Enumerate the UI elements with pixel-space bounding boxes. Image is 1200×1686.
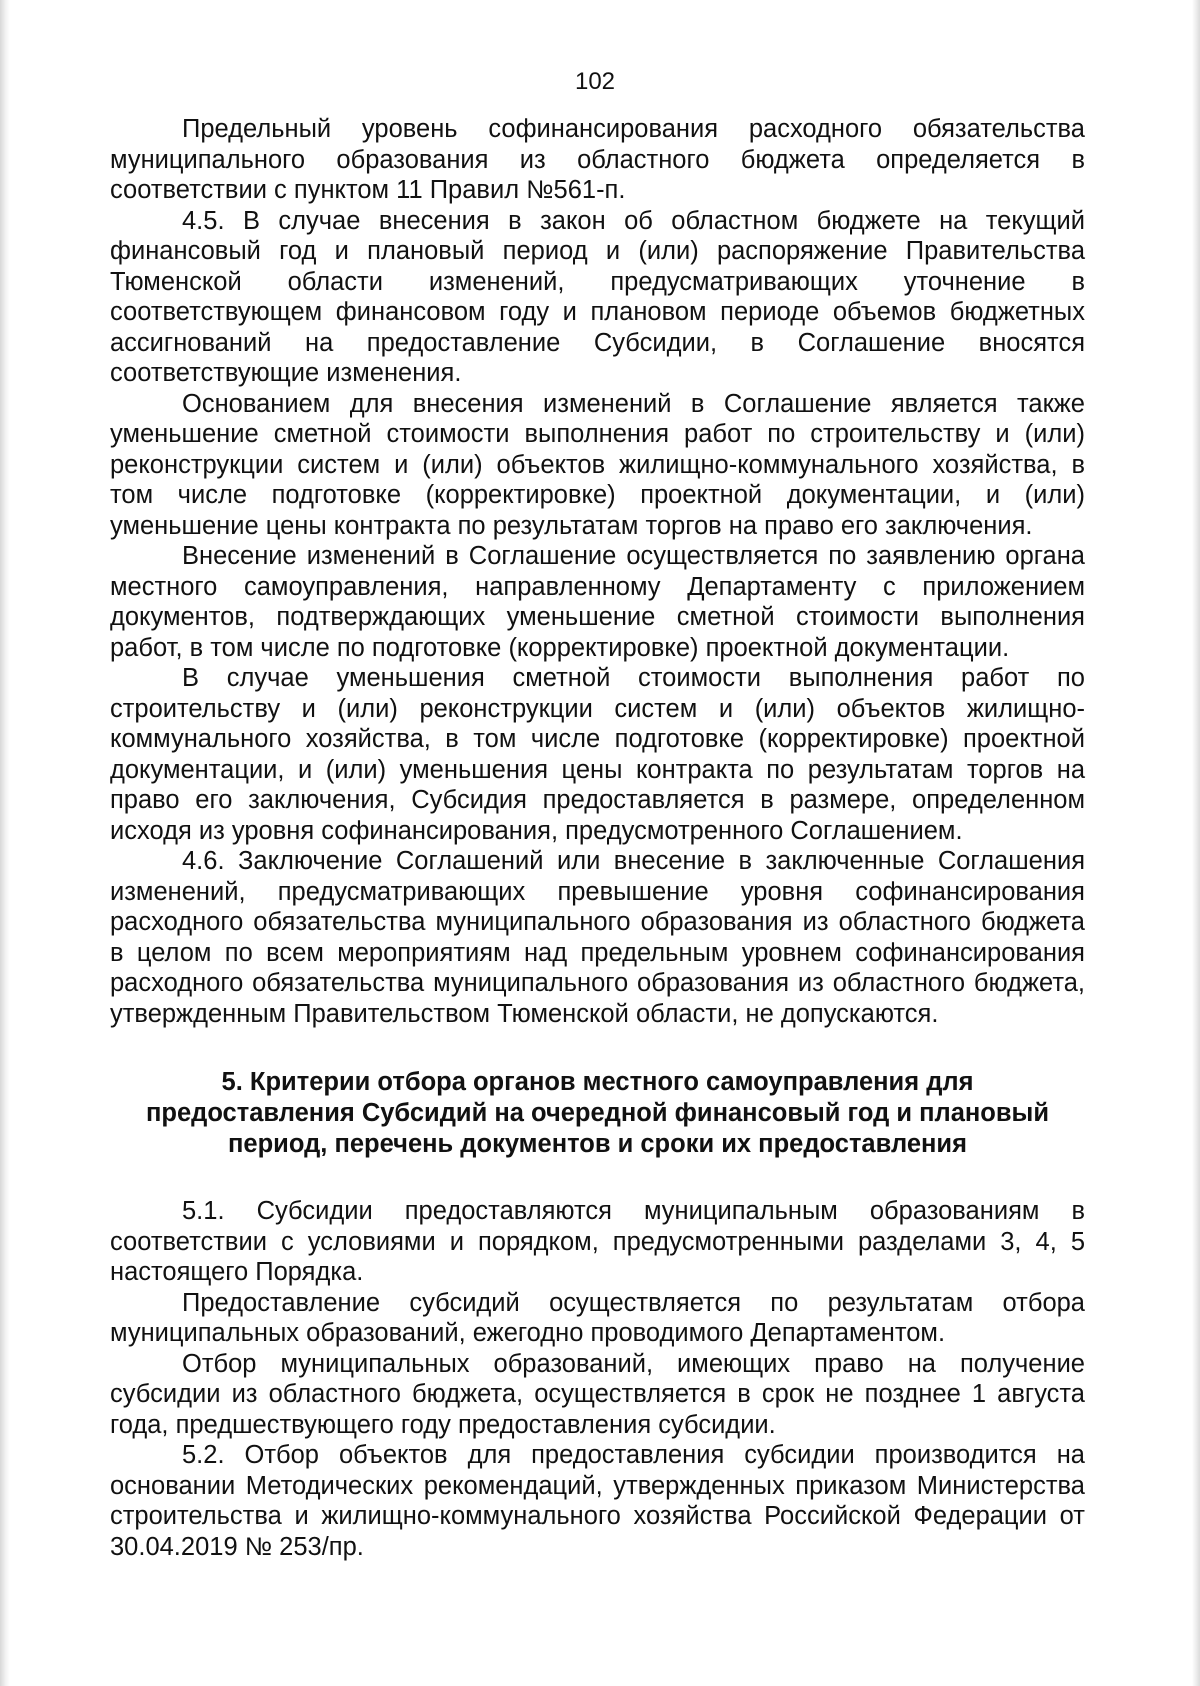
paragraph: 5.1. Субсидии предоставляются муниципальным образованиям в соответствии с условиями и порядком, предусмотренными разделами 3, 4, 5 настоящего Порядка. bbox=[110, 1197, 1085, 1286]
scan-edge-right bbox=[1192, 0, 1200, 1686]
paragraph: 4.6. Заключение Соглашений или внесение в заключенные Соглашения изменений, предусматривающих превышение уровня софинансирования расходного обязательства муниципального образования из областного бюджета в целом по всем мероприятиям над предельным уровнем софинансирования расходного обязательства муниципального образования из областного бюджета, утвержденным Правительством Тюменской области, не допускаются. bbox=[110, 847, 1085, 1028]
paragraph: В случае уменьшения сметной стоимости выполнения работ по строительству и (или) реконструкции систем и (или) объектов жилищно-коммунального хозяйства, в том числе подготовке (корректировке) проектной документации, и (или) уменьшения цены контракта по результатам торгов на право его заключения, Субсидия предоставляется в размере, определенном исходя из уровня софинансирования, предусмотренного Соглашением. bbox=[110, 664, 1085, 845]
paragraph: 5.2. Отбор объектов для предоставления субсидии производится на основании Методических рекомендаций, утвержденных приказом Министерства строительства и жилищно-коммунального хозяйства Российской Федерации от 30.04.2019 № 253/пр. bbox=[110, 1441, 1085, 1561]
paragraph: Внесение изменений в Соглашение осуществляется по заявлению органа местного самоуправления, направленному Департаменту с приложением документов, подтверждающих уменьшение сметной стоимости выполнения работ, в том числе по подготовке (корректировке) проектной документации. bbox=[110, 542, 1085, 662]
paragraph: Предоставление субсидий осуществляется по результатам отбора муниципальных образований, ежегодно проводимого Департаментом. bbox=[110, 1288, 1085, 1347]
document-body bbox=[110, 114, 1085, 1562]
paragraph: Основанием для внесения изменений в Соглашение является также уменьшение сметной стоимости выполнения работ по строительству и (или) реконструкции систем и (или) объектов жилищно-коммунального хозяйства, в том числе подготовке (корректировке) проектной документации, и (или) уменьшение цены контракта по результатам торгов на право его заключения. bbox=[110, 389, 1085, 540]
scan-edge-left bbox=[0, 0, 10, 1686]
paragraph: Предельный уровень софинансирования расходного обязательства муниципального образования из областного бюджета определяется в соответствии с пунктом 11 Правил №561-п. bbox=[110, 115, 1085, 204]
paragraph: Отбор муниципальных образований, имеющих право на получение субсидии из областного бюджета, осуществляется в срок не позднее 1 августа года, предшествующего году предоставления субсидии. bbox=[110, 1349, 1085, 1439]
section-heading: 5. Критерии отбора органов местного самоуправления для предоставления Субсидий на очередной финансовый год и плановый период, перечень документов и сроки их предоставления bbox=[145, 1068, 1050, 1158]
page-number: 102 bbox=[574, 68, 616, 95]
paragraph: 4.5. В случае внесения в закон об областном бюджете на текущий финансовый год и плановый период и (или) распоряжение Правительства Тюменской области изменений, предусматривающих уточнение в соответствующем финансовом году и плановом периоде объемов бюджетных ассигнований на предоставление Субсидии, в Соглашение вносятся соответствующие изменения. bbox=[110, 206, 1085, 387]
